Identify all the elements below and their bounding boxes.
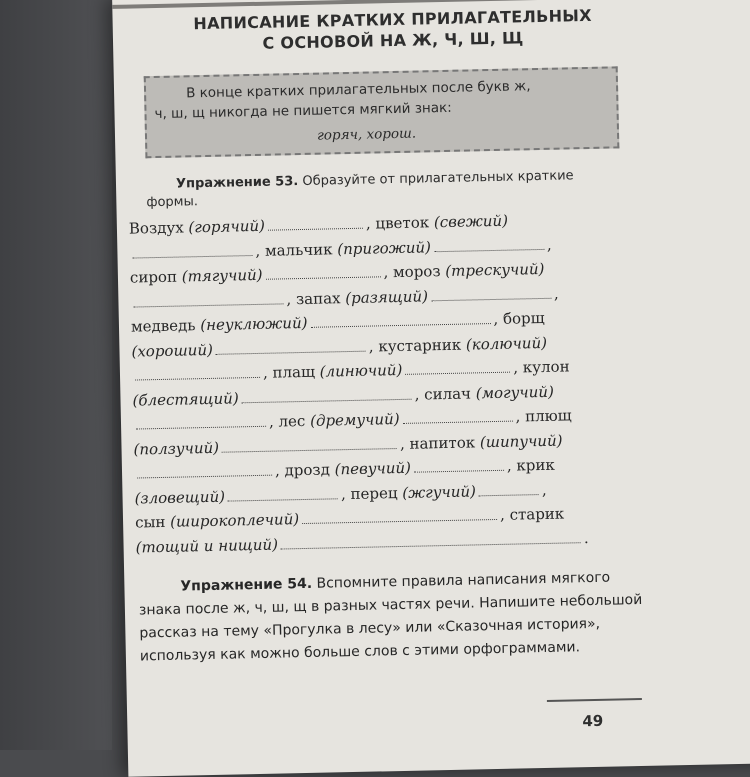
page-number-rule xyxy=(547,698,642,702)
rule-box xyxy=(144,66,620,158)
row-text: (блестящий) xyxy=(132,388,239,410)
answer-blank[interactable] xyxy=(310,311,490,328)
exercise-53-task: Образуйте от прилагательных краткие формы. xyxy=(146,168,574,211)
row-text: (хороший) xyxy=(131,340,214,361)
answer-blank[interactable] xyxy=(133,291,283,307)
row-text: , дрозд (певучий) xyxy=(274,458,412,480)
answer-blank[interactable] xyxy=(136,414,266,430)
rule-line-2: ч, ш, щ никогда не пишется мягкий знак: xyxy=(154,99,452,123)
row-text: Воздух (горячий) xyxy=(128,216,266,238)
exercise-53-title xyxy=(146,166,617,212)
book-page xyxy=(112,0,750,777)
answer-blank[interactable] xyxy=(265,264,380,279)
row-text: (тощий и нищий) xyxy=(135,535,279,557)
row-text: , xyxy=(546,235,552,254)
answer-blank[interactable] xyxy=(135,365,260,381)
exercise-54 xyxy=(138,566,650,669)
row-text: , лес (дремучий) xyxy=(268,409,400,431)
answer-blank[interactable] xyxy=(414,458,504,473)
answer-blank[interactable] xyxy=(302,507,497,524)
answer-blank[interactable] xyxy=(216,338,366,354)
row-text: , старик xyxy=(499,504,565,524)
answer-blank[interactable] xyxy=(431,285,551,301)
answer-blank[interactable] xyxy=(434,236,544,251)
row-text: , борщ xyxy=(493,308,545,328)
answer-blank[interactable] xyxy=(281,530,581,549)
rule-line-1: В конце кратких прилагательных после букв ж, xyxy=(185,78,531,102)
row-text: , силач (могучий) xyxy=(414,382,555,404)
row-text: , напиток (шипучий) xyxy=(399,431,563,453)
answer-blank[interactable] xyxy=(402,409,512,424)
rule-example: горяч, хорош. xyxy=(316,125,417,144)
row-text: , xyxy=(541,480,547,499)
row-text: . xyxy=(583,528,589,547)
answer-blank[interactable] xyxy=(479,482,539,496)
row-text: , запах (разящий) xyxy=(286,286,429,308)
row-text: , перец (жгучий) xyxy=(340,481,477,503)
row-text: , мороз (трескучий) xyxy=(383,259,545,282)
row-text: медведь (неуклюжий) xyxy=(130,313,308,336)
exercise-53-label: Упражнение 53. xyxy=(175,174,299,192)
row-text: сироп (тягучий) xyxy=(129,265,263,287)
exercise-54-label: Упражнение 54. xyxy=(180,575,313,595)
answer-blank[interactable] xyxy=(137,463,272,479)
row-text: сын (широкоплечий) xyxy=(134,510,300,532)
answer-blank[interactable] xyxy=(228,486,338,501)
exercise-54-text: Вспомните правила написания мягкого знака после ж, ч, ш, щ в разных частях речи. Напишите небольшой рассказ на тему «Прогулка в лесу» или «Сказочная история», используя как можно больше слов с этими орфограммами. xyxy=(138,569,643,665)
title-line-2: С ОСНОВОЙ НА Ж, Ч, Ш, Щ xyxy=(262,28,524,53)
answer-blank[interactable] xyxy=(268,216,363,231)
row-text: , мальчик (пригожий) xyxy=(255,237,432,260)
row-text: , кустарник (колючий) xyxy=(368,333,548,356)
row-text: , xyxy=(553,284,559,303)
row-text: , кулон xyxy=(513,357,570,377)
row-text: (ползучий) xyxy=(133,438,220,459)
page-number: 49 xyxy=(582,711,604,731)
answer-blank[interactable] xyxy=(222,436,397,453)
answer-blank[interactable] xyxy=(405,360,510,375)
row-text: , крик xyxy=(506,455,555,475)
book-spine-shadow xyxy=(0,0,112,750)
page-title xyxy=(162,4,623,56)
row-text: , плащ (линючий) xyxy=(262,360,403,382)
title-line-1: НАПИСАНИЕ КРАТКИХ ПРИЛАГАТЕЛЬНЫХ xyxy=(193,5,592,34)
answer-blank[interactable] xyxy=(132,243,252,259)
row-text: , плющ xyxy=(515,406,572,426)
exercise-53-rows xyxy=(129,206,636,559)
answer-blank[interactable] xyxy=(242,386,412,403)
row-text: (зловещий) xyxy=(134,487,226,508)
row-text: , цветок (свежий) xyxy=(365,211,509,233)
